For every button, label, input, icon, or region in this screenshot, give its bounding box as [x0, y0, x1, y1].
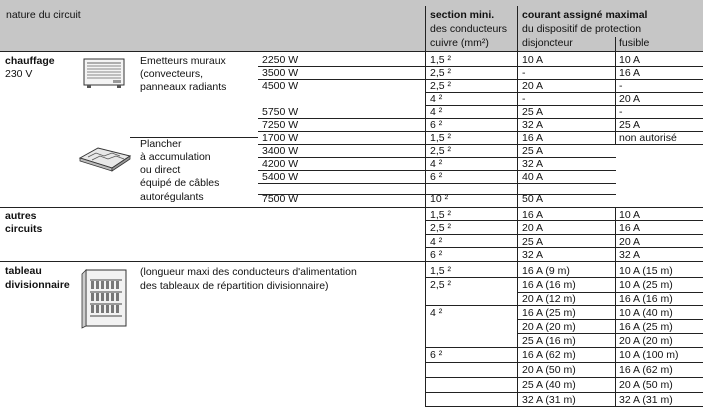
- disjoncteur-cell: 20 A (20 m): [522, 321, 576, 333]
- section-cell: 2,5 ²: [430, 279, 452, 291]
- disjoncteur-cell: 25 A (40 m): [522, 379, 576, 391]
- disjoncteur-cell: 25 A: [522, 145, 544, 157]
- fusible-cell: 20 A: [619, 236, 641, 248]
- disjoncteur-cell: -: [522, 67, 526, 79]
- section-cell: 2,5 ²: [430, 145, 452, 157]
- section-title-divisionnaire: divisionnaire: [5, 279, 70, 291]
- disjoncteur-cell: 25 A: [522, 106, 544, 118]
- fusible-cell: 25 A: [619, 119, 641, 131]
- section-cell: 6 ²: [430, 171, 443, 183]
- power-cell: 2250 W: [262, 54, 299, 66]
- section-cell: 1,5 ²: [430, 209, 452, 221]
- header-fusible: fusible: [619, 37, 650, 49]
- disjoncteur-cell: 20 A (12 m): [522, 293, 576, 305]
- disjoncteur-cell: 32 A: [522, 158, 544, 170]
- row-divider: [517, 333, 703, 334]
- section-divider: [0, 207, 703, 208]
- row-divider: [425, 377, 703, 378]
- tableau-description-2: des tableaux de répartition divisionnaire): [140, 280, 329, 292]
- row-divider: [425, 347, 703, 348]
- plancher-line-1: Plancher: [140, 138, 182, 150]
- disjoncteur-cell: 32 A: [522, 249, 544, 261]
- section-cell: 2,5 ²: [430, 67, 452, 79]
- heated-floor-icon: [76, 142, 134, 174]
- fusible-cell: 32 A: [619, 249, 641, 261]
- power-cell: 4200 W: [262, 158, 299, 170]
- disjoncteur-cell: 20 A: [522, 222, 544, 234]
- fusible-cell: 20 A: [619, 93, 641, 105]
- section-cell: 4 ²: [430, 307, 443, 319]
- power-cell: 7250 W: [262, 119, 299, 131]
- fusible-cell: 20 A (50 m): [619, 379, 673, 391]
- fusible-cell: -: [619, 106, 623, 118]
- section-title-tableau: tableau: [5, 265, 42, 277]
- power-cell: 1700 W: [262, 132, 299, 144]
- row-divider: [425, 362, 703, 363]
- row-divider: [258, 183, 616, 184]
- section-divider: [0, 261, 703, 262]
- chauffage-voltage: 230 V: [5, 68, 33, 80]
- emetteurs-line-1: Emetteurs muraux: [140, 55, 226, 67]
- header-section-title: section mini.: [430, 9, 495, 21]
- power-cell: 7500 W: [262, 193, 299, 205]
- section-cell: 6 ²: [430, 249, 443, 261]
- disjoncteur-cell: 32 A (31 m): [522, 394, 576, 406]
- header-courant-sub: du dispositif de protection: [522, 23, 642, 35]
- section-cell: 10 ²: [430, 193, 449, 205]
- section-cell: 2,5 ²: [430, 222, 452, 234]
- fusible-cell: 10 A (15 m): [619, 265, 673, 277]
- header-divider: [517, 6, 518, 51]
- disjoncteur-cell: 16 A: [522, 209, 544, 221]
- power-cell: 3500 W: [262, 67, 299, 79]
- convector-icon: [82, 56, 128, 90]
- emetteurs-line-2: (convecteurs,: [140, 68, 204, 80]
- fusible-cell: 16 A (62 m): [619, 364, 673, 376]
- fusible-cell: 16 A: [619, 67, 641, 79]
- power-cell: 5400 W: [262, 171, 299, 183]
- emetteurs-line-3: panneaux radiants: [140, 81, 227, 93]
- section-cell: 6 ²: [430, 349, 443, 361]
- section-cell: 1,5 ²: [430, 132, 452, 144]
- row-divider: [425, 277, 703, 278]
- row-divider: [425, 220, 703, 221]
- row-divider: [258, 79, 703, 80]
- disjoncteur-cell: 16 A: [522, 132, 544, 144]
- fusible-cell: 20 A (20 m): [619, 335, 673, 347]
- header-courant-title: courant assigné maximal: [522, 9, 648, 21]
- disjoncteur-cell: 32 A: [522, 119, 544, 131]
- section-cell: 4 ²: [430, 93, 443, 105]
- power-cell: 5750 W: [262, 106, 299, 118]
- row-divider: [425, 305, 703, 306]
- section-cell: 1,5 ²: [430, 265, 452, 277]
- plancher-line-4: équipé de câbles: [140, 177, 220, 189]
- power-cell: 3400 W: [262, 145, 299, 157]
- row-divider: [425, 92, 703, 93]
- section-title-circuits: circuits: [5, 223, 43, 235]
- disjoncteur-cell: -: [522, 93, 526, 105]
- row-divider: [425, 406, 703, 407]
- header-nature: nature du circuit: [6, 9, 81, 21]
- row-divider: [425, 234, 703, 235]
- fusible-cell: 10 A (100 m): [619, 349, 679, 361]
- header-section-sub1: des conducteurs: [430, 23, 508, 35]
- row-divider: [425, 105, 703, 106]
- disjoncteur-cell: 10 A: [522, 54, 544, 66]
- header-divider: [615, 37, 616, 51]
- row-divider: [425, 392, 703, 393]
- fusible-cell: 10 A: [619, 209, 641, 221]
- row-divider: [425, 247, 703, 248]
- section-cell: 6 ²: [430, 119, 443, 131]
- tableau-description-1: (longueur maxi des conducteurs d'alimentation: [140, 266, 357, 278]
- disjoncteur-cell: 16 A (25 m): [522, 307, 576, 319]
- row-divider: [517, 319, 703, 320]
- distribution-board-icon: [80, 266, 132, 330]
- section-title-autres: autres: [5, 210, 37, 222]
- section-cell: 4 ²: [430, 236, 443, 248]
- disjoncteur-cell: 40 A: [522, 171, 544, 183]
- section-cell: 4 ²: [430, 106, 443, 118]
- disjoncteur-cell: 20 A (50 m): [522, 364, 576, 376]
- fusible-cell: 16 A: [619, 222, 641, 234]
- row-divider: [258, 144, 703, 145]
- fusible-cell: 32 A (31 m): [619, 394, 673, 406]
- fusible-cell: 16 A (16 m): [619, 293, 673, 305]
- fusible-cell: 16 A (25 m): [619, 321, 673, 333]
- disjoncteur-cell: 50 A: [522, 193, 544, 205]
- disjoncteur-cell: 20 A: [522, 80, 544, 92]
- disjoncteur-cell: 16 A (16 m): [522, 279, 576, 291]
- disjoncteur-cell: 25 A (16 m): [522, 335, 576, 347]
- fusible-cell: 10 A (25 m): [619, 279, 673, 291]
- plancher-line-5: autorégulants: [140, 191, 204, 203]
- disjoncteur-cell: 25 A: [522, 236, 544, 248]
- section-divider: [0, 51, 703, 52]
- header-disjoncteur: disjoncteur: [522, 37, 573, 49]
- plancher-line-2: à accumulation: [140, 151, 211, 163]
- section-title-chauffage: chauffage: [5, 55, 55, 67]
- header-divider: [425, 6, 426, 51]
- plancher-line-3: ou direct: [140, 164, 181, 176]
- fusible-cell: 10 A: [619, 54, 641, 66]
- section-cell: 2,5 ²: [430, 80, 452, 92]
- disjoncteur-cell: 16 A (9 m): [522, 265, 570, 277]
- header-section-sub2: cuivre (mm²): [430, 37, 489, 49]
- section-cell: 1,5 ²: [430, 54, 452, 66]
- fusible-cell: 10 A (40 m): [619, 307, 673, 319]
- disjoncteur-cell: 16 A (62 m): [522, 349, 576, 361]
- power-cell: 4500 W: [262, 80, 299, 92]
- section-cell: 4 ²: [430, 158, 443, 170]
- fusible-cell: -: [619, 80, 623, 92]
- fusible-cell: non autorisé: [619, 132, 677, 144]
